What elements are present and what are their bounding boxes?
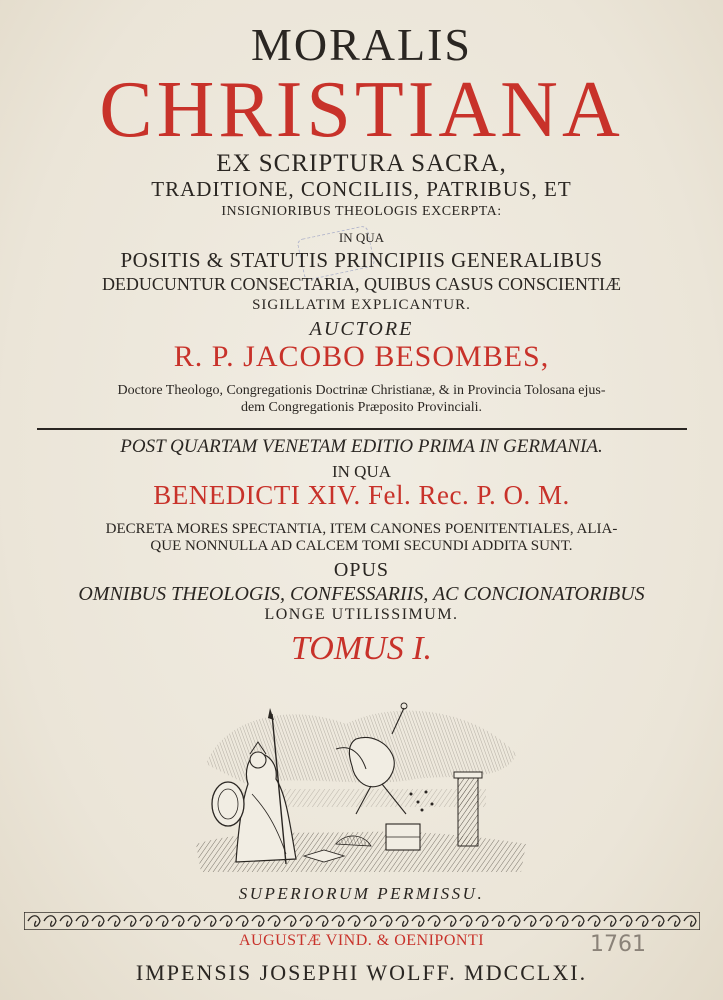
title-line-2: CHRISTIANA (99, 66, 624, 154)
subtitle-line-4: POSITIS & STATUTIS PRINCIPIIS GENERALIBUS (120, 248, 603, 272)
decreta-line-2: QUE NONNULLA AD CALCEM TOMI SECUNDI ADDITA SUNT. (150, 538, 573, 554)
pencil-annotation: 1761 (590, 932, 646, 957)
engraved-vignette (186, 694, 536, 884)
pope-name: BENEDICTI XIV. Fel. Rec. P. O. M. (153, 480, 570, 510)
place-of-publication: AUGUSTÆ VIND. & OENIPONTI (238, 932, 485, 949)
title-line-1: MORALIS (250, 19, 473, 70)
decreta-line-1: DECRETA MORES SPECTANTIA, ITEM CANONES POENITENTIALES, ALIA- (105, 521, 618, 537)
volume-number: TOMUS I. (290, 630, 433, 667)
subtitle-line-6: SIGILLATIM EXPLICANTUR. (252, 297, 471, 313)
in-qua-2: IN QUA (331, 462, 392, 481)
author-name: R. P. JACOBO BESOMBES, (173, 340, 550, 373)
author-desc-2: dem Congregationis Præposito Provinciali. (240, 400, 483, 415)
publisher-line: IMPENSIS JOSEPHI WOLFF. MDCCLXI. (135, 960, 588, 985)
subtitle-line-5: DEDUCUNTUR CONSECTARIA, QUIBUS CASUS CONSCIENTIÆ (101, 274, 622, 294)
opus-label: OPUS (333, 559, 390, 581)
omnibus-line: OMNIBUS THEOLOGIS, CONFESSARIIS, AC CONCIONATORIBUS (78, 583, 645, 605)
subtitle-line-3: INSIGNIORIBUS THEOLOGIS EXCERPTA: (221, 204, 502, 219)
subtitle-line-2: TRADITIONE, CONCILIIS, PATRIBUS, ET (151, 177, 572, 201)
author-label: AUCTORE (309, 318, 414, 340)
divider-rule (37, 428, 687, 430)
author-desc-1: Doctore Theologo, Congregationis Doctrinæ Christianæ, & in Provincia Tolosana ejus- (117, 383, 606, 398)
superiorum-permissu: SUPERIORUM PERMISSU. (238, 884, 485, 903)
longe-line: LONGE UTILISSIMUM. (264, 606, 459, 623)
in-qua-1: IN QUA (338, 230, 385, 245)
edition-line: POST QUARTAM VENETAM EDITIO PRIMA IN GERMANIA. (120, 436, 603, 457)
ornamental-border (24, 912, 700, 930)
subtitle-line-1: EX SCRIPTURA SACRA, (216, 150, 507, 177)
